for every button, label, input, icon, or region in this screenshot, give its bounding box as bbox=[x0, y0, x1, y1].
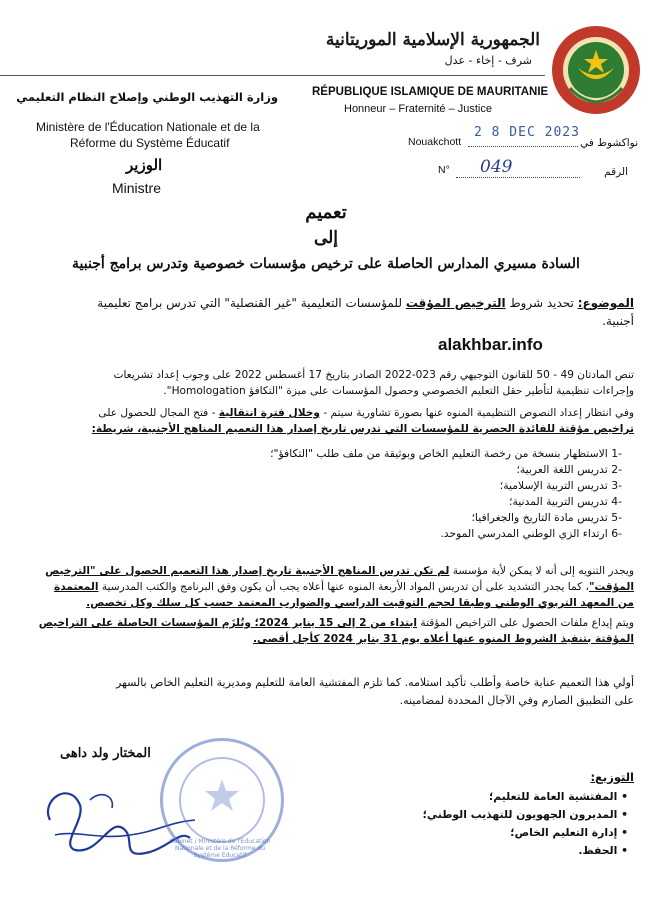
date-dotted-line bbox=[468, 146, 578, 147]
para2-conditions-intro: تراخيص مؤقتة للفائدة الحصرية للمؤسسات التي تدرس تاريخ إصدار هذا التعميم المناهج الأجنبية، شريطة: bbox=[91, 423, 634, 435]
fr-motto: Honneur – Fraternité – Justice bbox=[344, 103, 492, 115]
number-label: N° bbox=[438, 164, 450, 176]
para3-text-b: ، كما يجدر التشديد على أن تدريس المواد الأربعة المنوه عنها أعلاه يجب أن يكون وفق البرنامج والكتب المدرسية bbox=[98, 581, 589, 593]
number-dotted-line bbox=[456, 177, 580, 178]
subject-bold: الترخيص المؤقت bbox=[405, 296, 506, 310]
para4-text-a: ويتم إيداع ملفات الحصول على التراخيص المؤقتة bbox=[417, 617, 634, 629]
seal-emblem-icon bbox=[550, 24, 642, 116]
para3-line2 bbox=[14, 580, 634, 594]
subject-line bbox=[20, 294, 634, 312]
condition-item bbox=[82, 526, 622, 542]
condition-number: -4 bbox=[611, 495, 622, 508]
condition-text: تدريس اللغة العربية؛ bbox=[516, 463, 608, 476]
condition-text: تدريس مادة التاريخ والجغرافيا؛ bbox=[471, 511, 608, 524]
header-divider bbox=[0, 75, 545, 76]
condition-number: -1 bbox=[611, 447, 622, 460]
para2-line2 bbox=[14, 422, 634, 436]
para4-bold-b: المؤقتة بتنفيذ الشروط المنوه عنها أعلاه يوم 31 يناير 2024 كأجل أقصى. bbox=[253, 633, 634, 645]
para3-bold-d: من المعهد التربوي الوطني وطبقا لحجم التوقيت الدراسي والضوارب المعتمد حسب كل سلك وكل تخصص. bbox=[86, 597, 634, 609]
para2-transitional: وخلال فترة انتقالية bbox=[218, 407, 320, 419]
distribution-label bbox=[514, 770, 634, 784]
title-circular: تعميم bbox=[305, 202, 347, 223]
condition-number: -2 bbox=[611, 463, 622, 476]
distribution-item: • المديرون الجهويون للتهذيب الوطني؛ bbox=[408, 806, 628, 824]
subject-text-b: للمؤسسات التعليمية "غير القنصلية" التي تدرس برامج تعليمية bbox=[97, 296, 406, 310]
subject-label: الموضوع: bbox=[577, 296, 634, 310]
condition-text: الاستظهار بنسخة من رخصة التعليم الخاص وبوثيقة من ملف طلب "التكافؤ"؛ bbox=[270, 447, 608, 460]
para2-text-a: وفي انتظار إعداد النصوص التنظيمية المنوه عنها بصورة تشاورية سيتم - bbox=[320, 407, 634, 419]
subject-text-a: تحديد شروط bbox=[505, 296, 578, 310]
distribution-label-text: التوزيع: bbox=[590, 770, 634, 784]
distribution-list bbox=[408, 788, 628, 860]
minister-name: المختار ولد داهى bbox=[60, 746, 151, 761]
ar-ministry: وزارة التهذيب الوطني وإصلاح النظام التعليمي bbox=[16, 90, 278, 104]
place-label: Nouakchott bbox=[408, 136, 462, 148]
distribution-item: • الحفظ. bbox=[408, 842, 628, 860]
date-stamp: 2 8 DEC 2023 bbox=[474, 125, 580, 140]
para4-line1 bbox=[14, 616, 634, 630]
ar-motto: شرف - إخاء - عدل bbox=[444, 54, 532, 67]
watermark: alakhbar.info bbox=[438, 335, 543, 354]
fr-ministry-line2: Réforme du Système Éducatif bbox=[70, 136, 230, 150]
national-seal bbox=[550, 24, 642, 116]
para5-line1: أولي هذا التعميم عناية خاصة وأطلب تأكيد استلامه. كما تلزم المفتشية العامة للتعليم ومديرية التعليم الخاص بالسهر bbox=[115, 676, 634, 689]
para3-line1 bbox=[14, 564, 634, 578]
ar-republic-title: الجمهورية الإسلامية الموريتانية bbox=[325, 30, 540, 50]
condition-number: -3 bbox=[611, 479, 622, 492]
para1-line1: تنص المادتان 49 - 50 للقانون التوجيهي رقم 023-2022 الصادر بتاريخ 17 أغسطس 2022 على وجوب إعداد تشريعات bbox=[113, 369, 634, 381]
ar-minister: الوزير bbox=[126, 156, 163, 174]
para3-text-a: ويجدر التنويه إلى أنه لا يمكن لأية مؤسسة bbox=[449, 565, 634, 577]
para2-text-c: - فتح المجال للحصول على bbox=[98, 407, 219, 419]
condition-item bbox=[82, 510, 622, 526]
para5-line2: على التطبيق الصارم وفي الآجال المحددة لمضامينه. bbox=[399, 694, 634, 707]
fr-minister: Ministre bbox=[112, 180, 162, 196]
para4-line2 bbox=[14, 632, 634, 646]
fr-republic-title: RÉPUBLIQUE ISLAMIQUE DE MAURITANIE bbox=[312, 86, 549, 98]
conditions-list bbox=[82, 446, 622, 542]
para4-bold-a: ابتداء من 2 إلى 15 يناير 2024؛ وتُلزَم المؤسسات الحاصلة على التراخيص bbox=[38, 617, 418, 629]
title-recipients: السادة مسيري المدارس الحاصلة على ترخيص مؤسسات خصوصية وتدرس برامج أجنبية bbox=[72, 256, 580, 272]
distribution-item: • إدارة التعليم الخاص؛ bbox=[408, 824, 628, 842]
document-number: 049 bbox=[480, 157, 513, 177]
para3-bold-c: المعتمدة bbox=[53, 581, 99, 593]
para3-bold-b: المؤقت" bbox=[588, 581, 634, 593]
condition-item bbox=[82, 494, 622, 510]
title-to: إلى bbox=[313, 228, 339, 248]
condition-number: -6 bbox=[611, 527, 622, 540]
fr-ministry-line1: Ministère de l'Éducation Nationale et de la bbox=[36, 120, 260, 134]
condition-item bbox=[82, 462, 622, 478]
para3-line3 bbox=[14, 596, 634, 610]
distribution-item: • المفتشية العامة للتعليم؛ bbox=[408, 788, 628, 806]
condition-text: تدريس التربية الإسلامية؛ bbox=[499, 479, 608, 492]
condition-text: تدريس التربية المدنية؛ bbox=[509, 495, 608, 508]
ar-place-label: نواكشوط في bbox=[580, 137, 638, 149]
condition-item bbox=[82, 478, 622, 494]
para2-line1 bbox=[14, 406, 634, 420]
subject-line2: أجنبية. bbox=[602, 314, 634, 328]
para1-line2: وإجراءات تنظيمية لتأطير حقل التعليم الخصوصي وحصول المؤسسات على ميزة "التكافؤ Homologation". bbox=[163, 385, 634, 397]
stamp-text: Cabinet / Ministère de l'Education Nationale et de la Réforme du Système Educatif bbox=[169, 838, 271, 859]
condition-text: ارتداء الزي الوطني المدرسي الموحد. bbox=[440, 527, 608, 540]
condition-item bbox=[82, 446, 622, 462]
ar-number-label: الرقم bbox=[604, 166, 628, 178]
para3-bold-a: لم تكن تدرس المناهج الأجنبية تاريخ إصدار هذا التعميم الحصول على "الترخيص bbox=[45, 565, 450, 577]
condition-number: -5 bbox=[611, 511, 622, 524]
